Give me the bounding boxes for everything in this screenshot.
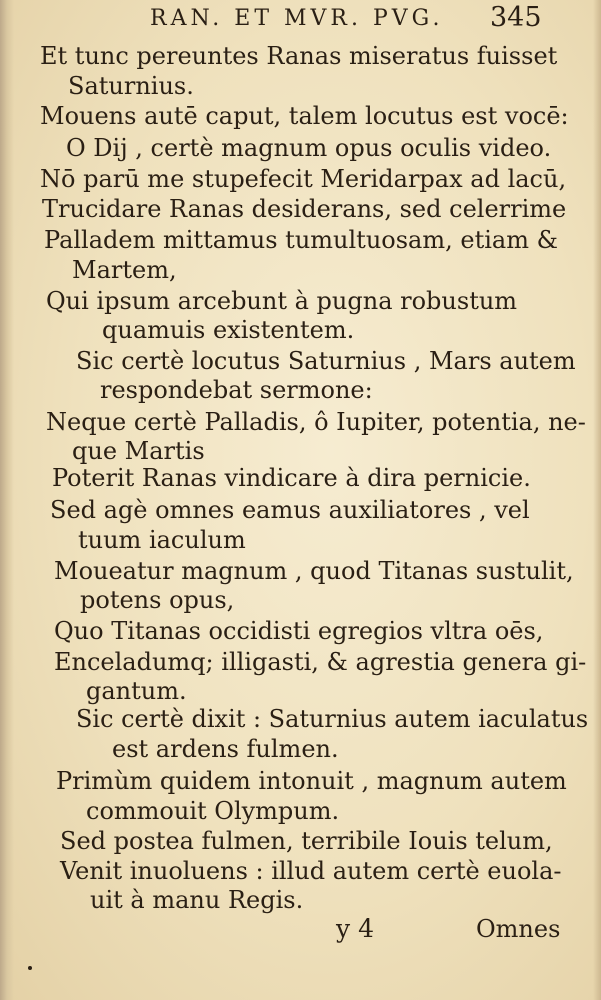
running-head: RAN. ET MVR. PVG. (150, 6, 444, 31)
text-line: Trucidare Ranas desiderans, sed celerrime (42, 195, 567, 223)
text-line: Sic certè dixit : Saturnius autem iaculatus (76, 705, 589, 733)
text-line: tuum iaculum (78, 526, 246, 554)
text-line: Sed agè omnes eamus auxiliatores , vel (50, 496, 530, 524)
text-line: est ardens fulmen. (112, 735, 339, 763)
text-line: Poterit Ranas vindicare à dira pernicie. (52, 464, 531, 492)
text-line: Nō parū me stupefecit Meridarpax ad lacū, (40, 165, 567, 193)
text-line: Qui ipsum arcebunt à pugna robustum (46, 287, 518, 315)
text-line: respondebat sermone: (100, 376, 373, 404)
text-line: Venit inuoluens : illud autem certè euola- (60, 857, 562, 885)
text-line: Primùm quidem intonuit , magnum autem (56, 767, 567, 795)
text-line: Sed postea fulmen, terribile Iouis telum, (60, 827, 553, 855)
text-line: Moueatur magnum , quod Titanas sustulit, (54, 557, 574, 585)
text-line: que Martis (72, 437, 205, 465)
text-line: uit à manu Regis. (90, 886, 304, 914)
catchword: Omnes (476, 915, 561, 943)
text-line: Neque certè Palladis, ô Iupiter, potentia, ne- (46, 408, 586, 436)
text-line: Enceladumq; illigasti, & agrestia genera gi- (54, 648, 587, 676)
text-line: Sic certè locutus Saturnius , Mars autem (76, 347, 576, 375)
text-line: potens opus, (80, 586, 235, 614)
text-line: commouit Olympum. (86, 797, 340, 825)
text-line: Saturnius. (68, 72, 194, 100)
text-line: gantum. (86, 677, 187, 705)
page-gutter-shadow (0, 0, 14, 1000)
text-line: O Dij , certè magnum opus oculis video. (66, 134, 552, 162)
page-edge-shadow (593, 0, 601, 1000)
text-line: Quo Titanas occidisti egregios vltra oēs, (54, 617, 544, 645)
text-line: Mouens autē caput, talem locutus est vocē: (40, 102, 569, 130)
text-line: quamuis existentem. (102, 316, 355, 344)
signature-mark: y 4 (336, 914, 374, 943)
page-number: 345 (490, 2, 542, 33)
text-line: Martem, (72, 256, 177, 284)
ink-speck (28, 966, 32, 970)
text-line: Et tunc pereuntes Ranas miseratus fuisset (40, 42, 558, 70)
text-line: Palladem mittamus tumultuosam, etiam & (44, 226, 558, 254)
